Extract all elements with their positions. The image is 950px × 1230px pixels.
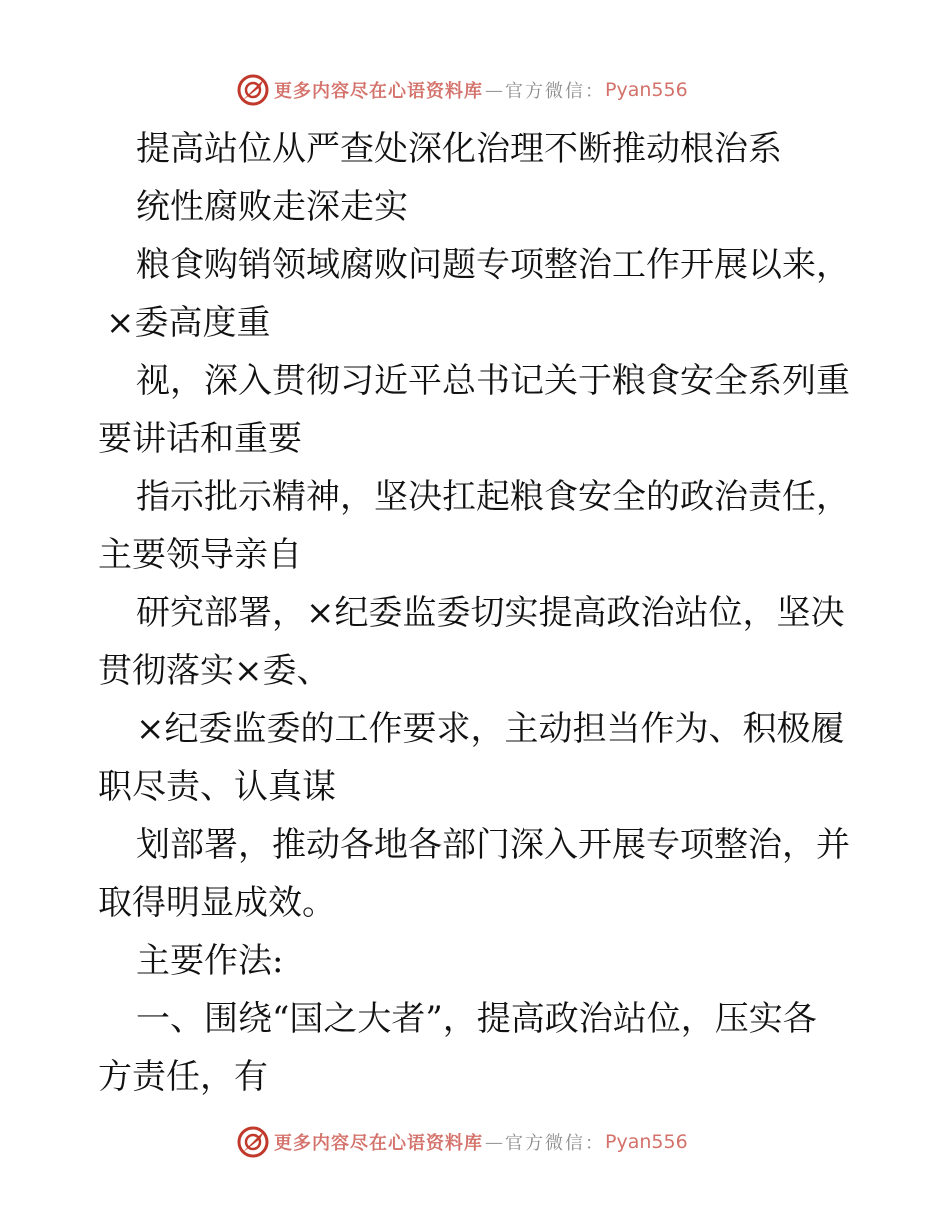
document-body bbox=[98, 120, 858, 1106]
text-line: 划部署，推动各地各部门深入开展专项整治，并 bbox=[136, 825, 850, 865]
watermark-promo-text: 更多内容尽在心语资料库 bbox=[274, 81, 483, 102]
text-line: 粮食购销领域腐败问题专项整治工作开展以来， bbox=[136, 245, 850, 285]
text-line: 职尽责、认真谋 bbox=[98, 767, 336, 807]
text-line: ×委高度重 bbox=[106, 303, 271, 343]
text-line: 统性腐败走深走实 bbox=[136, 187, 408, 227]
brand-logo-icon bbox=[236, 73, 270, 107]
text-line: 视，深入贯彻习近平总书记关于粮食安全系列重 bbox=[136, 361, 850, 401]
text-line: 一、围绕“国之大者”，提高政治站位，压实各 bbox=[136, 999, 817, 1039]
text-line: 方责任，有 bbox=[98, 1057, 268, 1097]
watermark-dash: — bbox=[485, 79, 503, 101]
watermark-wechat-id: Pyan556 bbox=[605, 79, 688, 101]
text-line: 研究部署，×纪委监委切实提高政治站位，坚决 bbox=[136, 593, 845, 633]
text-line: 主要领导亲自 bbox=[98, 535, 302, 575]
text-line: 主要作法: bbox=[136, 941, 284, 981]
watermark-dash: — bbox=[485, 1131, 503, 1153]
text-line: 提高站位从严查处深化治理不断推动根治系 bbox=[136, 129, 782, 169]
text-line: 要讲话和重要 bbox=[98, 419, 302, 459]
text-line: 取得明显成效。 bbox=[98, 883, 336, 923]
text-line: 指示批示精神，坚决扛起粮食安全的政治责任， bbox=[136, 477, 850, 517]
watermark-wechat-label: 官方微信： bbox=[505, 1133, 605, 1154]
watermark-promo-text: 更多内容尽在心语资料库 bbox=[274, 1133, 483, 1154]
watermark-wechat-label: 官方微信： bbox=[505, 81, 605, 102]
text-line: 贯彻落实×委、 bbox=[98, 651, 331, 691]
header-watermark bbox=[236, 72, 688, 108]
watermark-wechat-id: Pyan556 bbox=[605, 1131, 688, 1153]
text-line: ×纪委监委的工作要求，主动担当作为、积极履 bbox=[136, 709, 845, 749]
footer-watermark bbox=[236, 1124, 688, 1160]
brand-logo-icon bbox=[236, 1125, 270, 1159]
